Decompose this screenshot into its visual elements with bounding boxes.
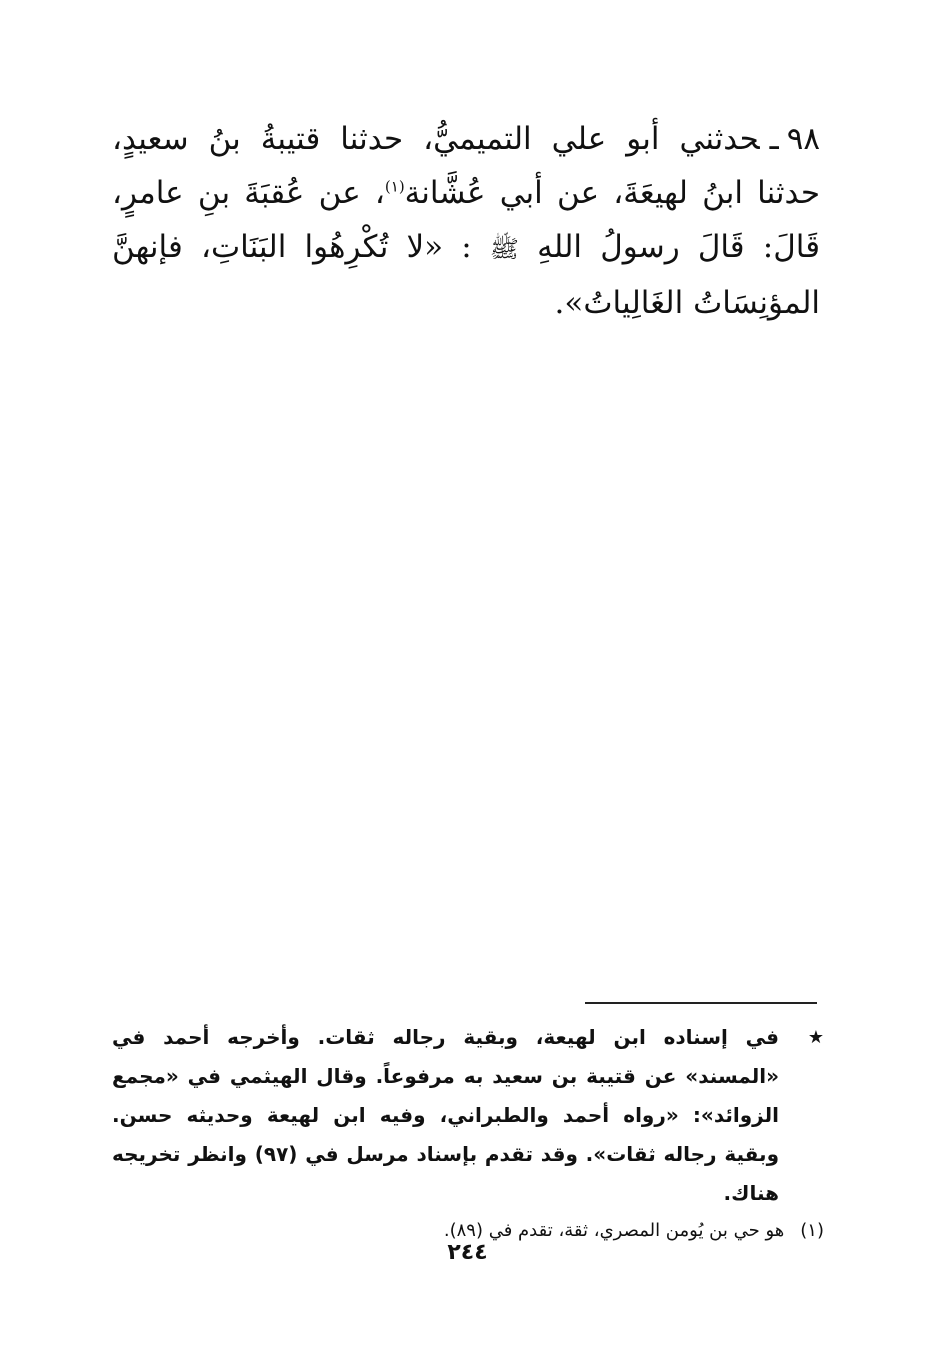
page-number: ٢٤٤ [447,1240,488,1265]
hadith-number: ٩٨ [786,121,820,157]
salutation-glyph: ﷺ [489,234,519,263]
hadith-text-part1: حدثني أبو علي التميميُّ، حدثنا قتيبةُ بنُ سعيدٍ، حدثنا ابنُ لهيعَةَ، عن أبي عُشَّانة [112,121,820,211]
star-marker-icon: ★ [807,1027,824,1048]
footnote-1-marker: (١) [800,1220,824,1241]
hadith-dash: ـ [769,121,779,157]
footnote-divider [585,1002,817,1004]
hadith-text [112,112,820,330]
footnotes [112,1018,824,1249]
hadith-text-part3: : «لا تُكْرِهُوا البَنَاتِ، فإنهنَّ المؤنِسَاتُ الغَالِياتُ». [112,229,820,321]
takhrij-note [112,1018,824,1213]
footnote-ref: (١) [384,177,405,196]
hadith-text-part2: ، عن عُقبَةَ بنِ عامرٍ، قَالَ: قَالَ رسولُ اللهِ [112,175,821,265]
footnote-1-text: هو حي بن يُومن المصري، ثقة، تقدم في (٨٩). [443,1220,785,1241]
takhrij-note-text: في إسناده ابن لهيعة، وبقية رجاله ثقات. وأخرجه أحمد في «المسند» عن قتيبة بن سعيد به مرفوعاً. وقال الهيثمي في «مجمع الزوائد»: «رواه أحمد والطبراني، وفيه ابن لهيعة وحديثه حسن. وبقية رجاله ثقات». وقد تقدم بإسناد مرسل في (٩٧) وانظر تخريجه هناك. [112,1025,779,1205]
